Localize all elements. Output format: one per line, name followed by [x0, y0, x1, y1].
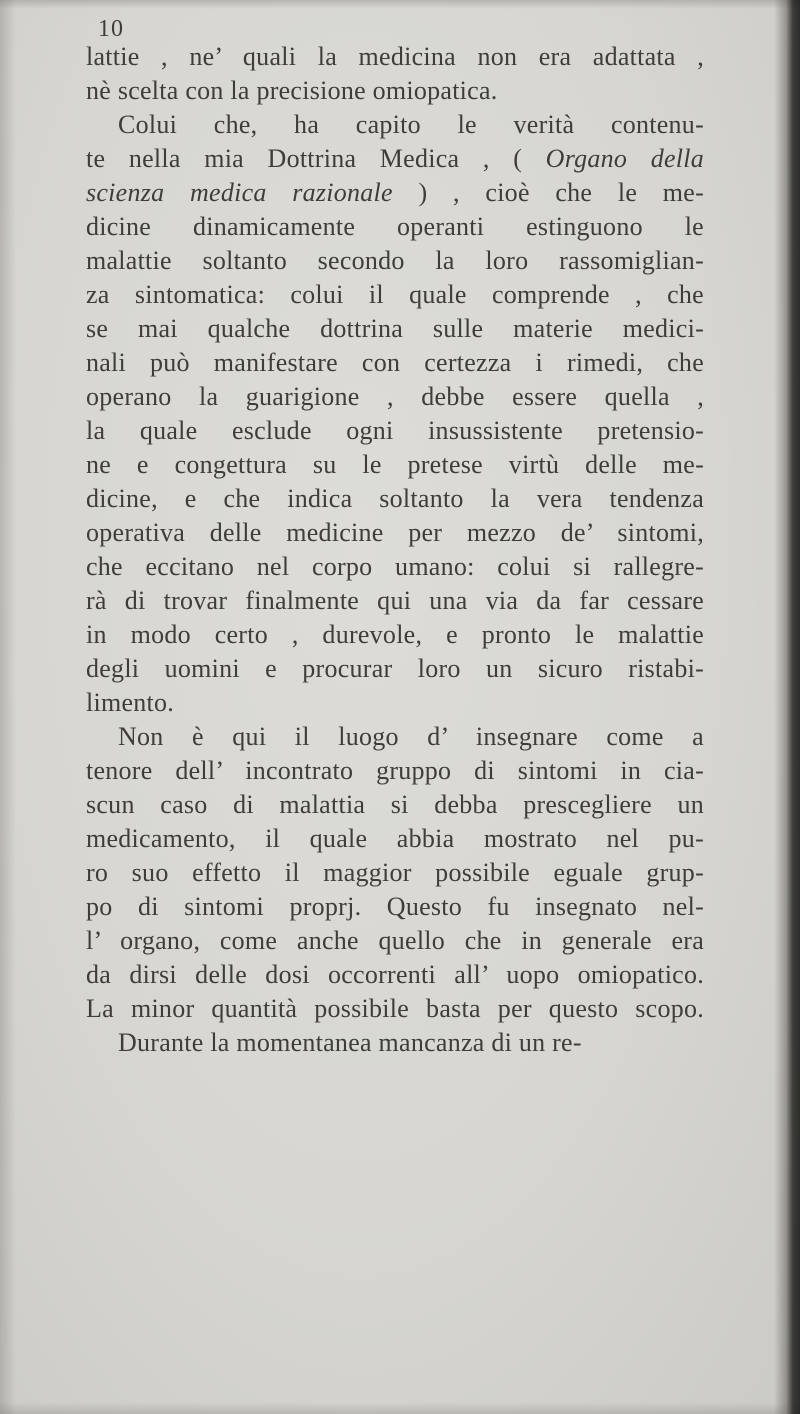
text-line [86, 74, 704, 108]
text-segment: dicine, e che indica soltanto la vera tendenza [86, 484, 704, 513]
text-line [86, 482, 704, 516]
text-line [86, 278, 704, 312]
text-segment: Durante la momentanea mancanza di un re- [118, 1028, 582, 1057]
text-segment: la quale esclude ogni insussistente pretensio- [86, 416, 704, 445]
text-segment: ) , cioè che le me- [392, 178, 704, 207]
text-segment: nè scelta con la precisione omiopatica. [86, 76, 498, 105]
text-line [86, 142, 704, 176]
text-segment: medicamento, il quale abbia mostrato nel pu- [86, 824, 704, 853]
text-segment: limento. [86, 688, 175, 717]
text-segment: malattie soltanto secondo la loro rassomiglian- [86, 246, 704, 275]
text-line [86, 312, 704, 346]
text-segment: ro suo effetto il maggior possibile eguale grup- [86, 858, 704, 887]
italic-text-segment: scienza medica razionale [86, 178, 393, 207]
text-line [86, 754, 704, 788]
text-line [86, 584, 704, 618]
text-line [86, 788, 704, 822]
text-segment: rà di trovar finalmente qui una via da far cessare [86, 586, 704, 615]
text-segment: te nella mia Dottrina Medica , ( [86, 144, 546, 173]
text-line [86, 210, 704, 244]
text-line [86, 346, 704, 380]
text-segment: Colui che, ha capito le verità contenu- [118, 110, 704, 139]
text-line [86, 822, 704, 856]
text-segment: lattie , ne’ quali la medicina non era adattata , [86, 42, 704, 71]
text-line [86, 890, 704, 924]
text-segment: nali può manifestare con certezza i rimedi, che [86, 348, 704, 377]
text-segment: che eccitano nel corpo umano: colui si rallegre- [86, 552, 704, 581]
text-segment: za sintomatica: colui il quale comprende , che [86, 280, 704, 309]
text-segment: operativa delle medicine per mezzo de’ sintomi, [86, 518, 704, 547]
text-segment: Non è qui il luogo d’ insegnare come a [118, 722, 704, 751]
text-line [86, 720, 704, 754]
text-line [86, 40, 704, 74]
text-segment: se mai qualche dottrina sulle materie medici- [86, 314, 704, 343]
text-line [86, 108, 704, 142]
text-segment: l’ organo, come anche quello che in generale era [86, 926, 704, 955]
text-line [86, 992, 704, 1026]
text-segment: La minor quantità possibile basta per questo scopo. [86, 994, 704, 1023]
text-line [86, 380, 704, 414]
text-line [86, 686, 704, 720]
italic-text-segment: Organo della [545, 144, 704, 173]
text-segment: ne e congettura su le pretese virtù delle me- [86, 450, 704, 479]
text-line [86, 176, 704, 210]
text-segment: dicine dinamicamente operanti estinguono le [86, 212, 704, 241]
text-line [86, 516, 704, 550]
text-segment: scun caso di malattia si debba prescegliere un [86, 790, 704, 819]
text-line [86, 652, 704, 686]
text-line [86, 1026, 704, 1060]
text-line [86, 618, 704, 652]
text-line [86, 958, 704, 992]
text-segment: tenore dell’ incontrato gruppo di sintomi in cia- [86, 756, 704, 785]
text-line [86, 448, 704, 482]
text-line [86, 244, 704, 278]
text-line [86, 414, 704, 448]
text-segment: da dirsi delle dosi occorrenti all’ uopo omiopatico. [86, 960, 704, 989]
text-line [86, 856, 704, 890]
text-segment: degli uomini e procurar loro un sicuro ristabi- [86, 654, 704, 683]
page-number: 10 [98, 16, 124, 42]
text-segment: po di sintomi proprj. Questo fu insegnato nel- [86, 892, 704, 921]
text-segment: operano la guarigione , debbe essere quella , [86, 382, 704, 411]
text-line [86, 550, 704, 584]
text-segment: in modo certo , durevole, e pronto le malattie [86, 620, 704, 649]
text-line [86, 924, 704, 958]
page-text [86, 40, 704, 1060]
